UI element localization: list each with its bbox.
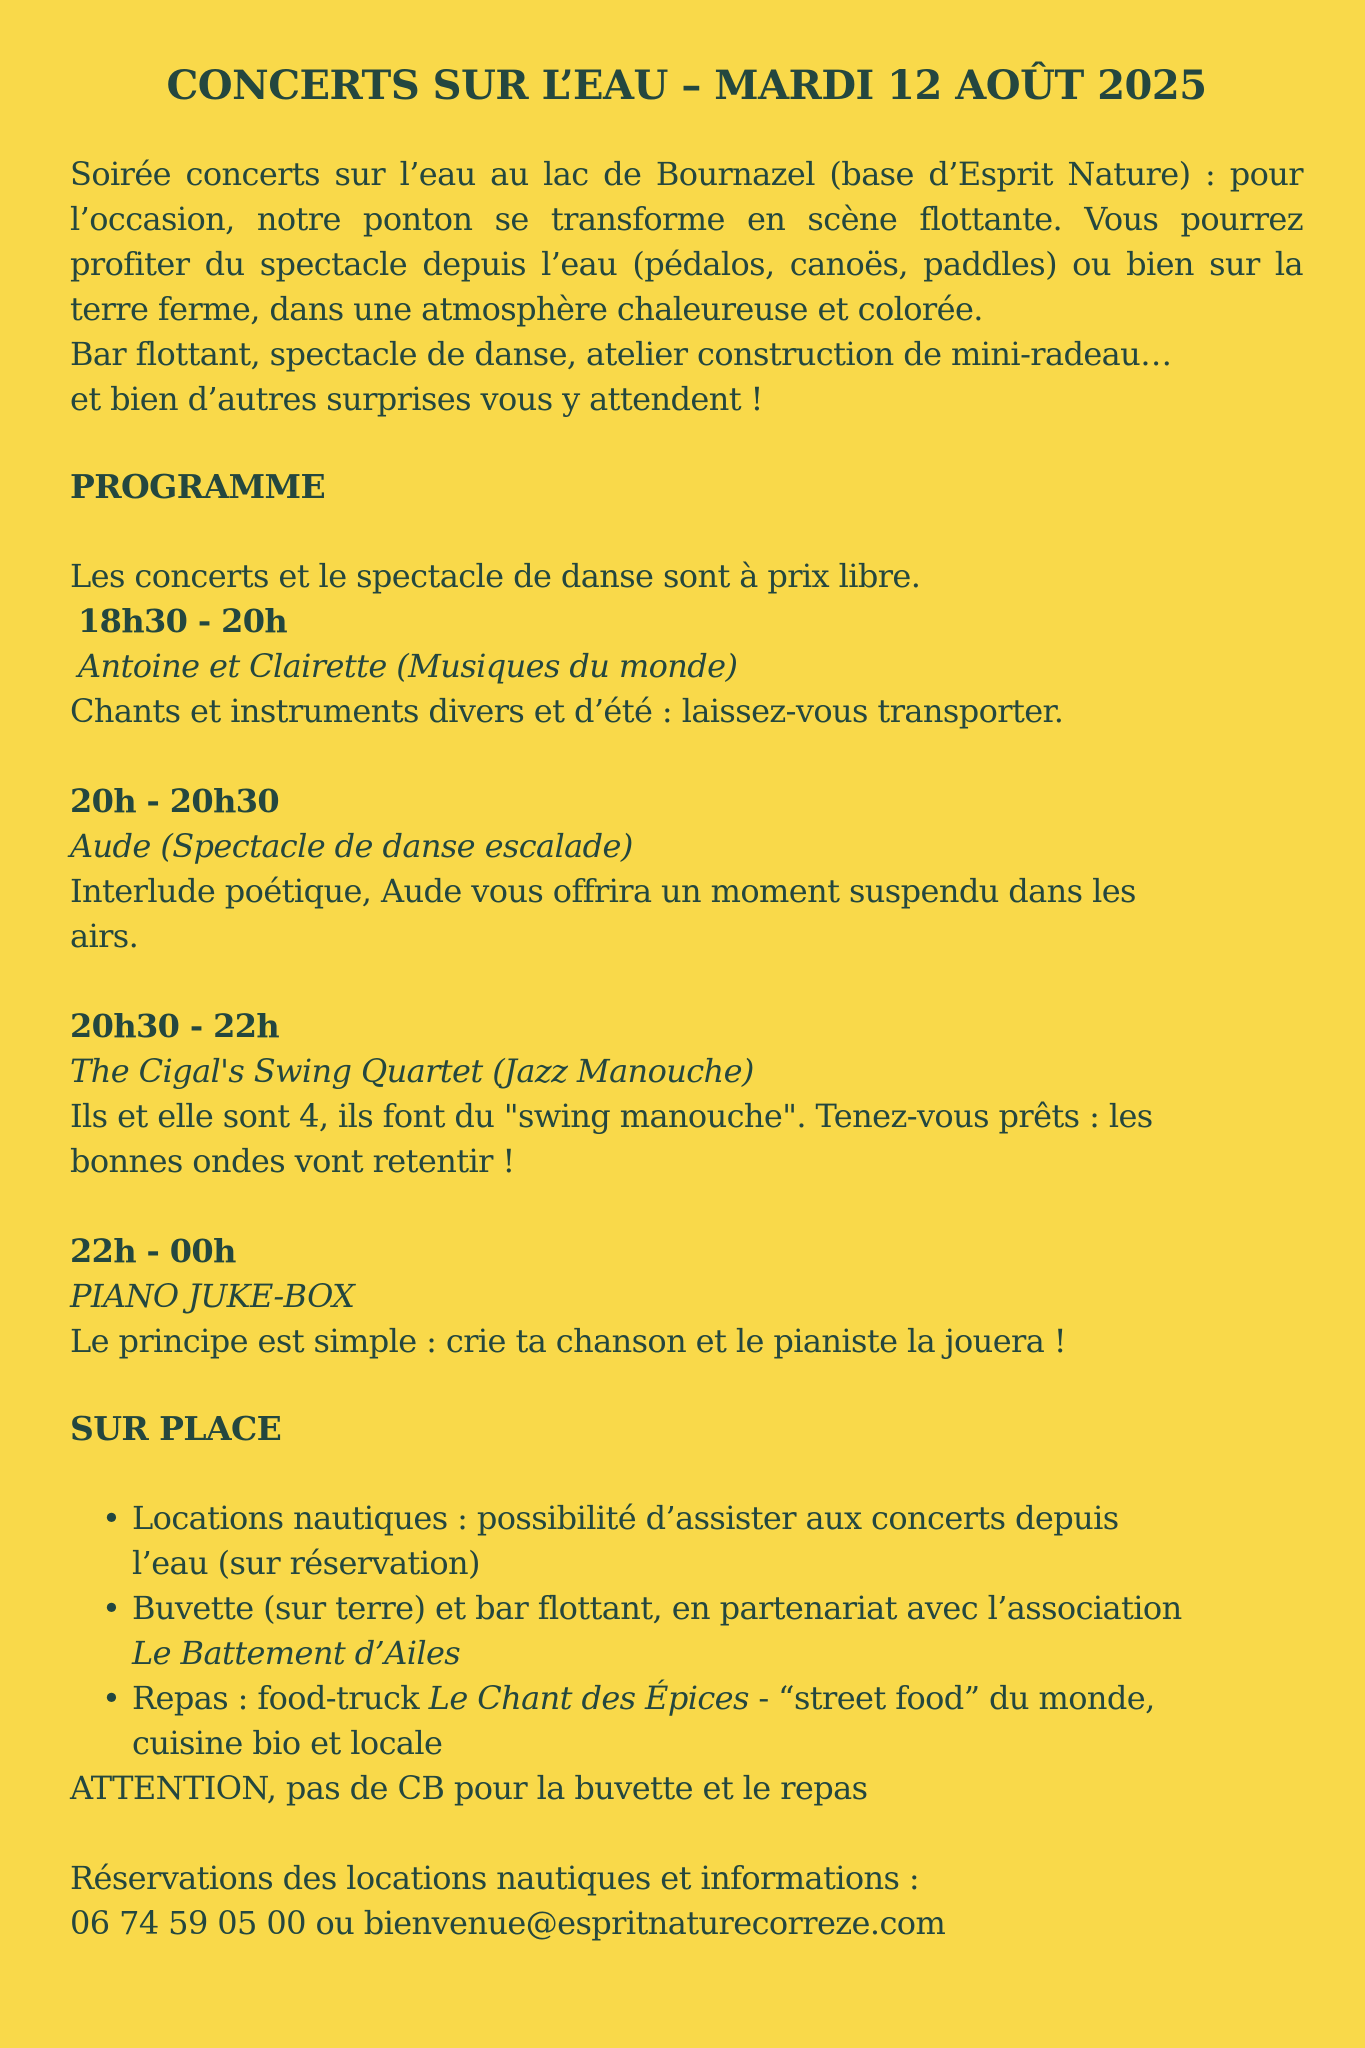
slot-description-line1: Interlude poétique, Aude vous offrira un moment suspendu dans les [70,872,1136,910]
item-text-line1: Buvette (sur terre) et bar flottant, en partenariat avec l’association [132,1589,1182,1627]
contact-details: 06 74 59 05 00 ou bienvenue@espritnaturecorreze.com [70,1904,946,1942]
contact-section [70,1856,1303,1946]
programme-slot [70,1229,1303,1364]
item-text-italic: Le Battement d’Ailes [132,1634,461,1672]
item-text-prefix: Repas : food-truck [132,1679,429,1717]
slot-time: 22h - 00h [70,1232,236,1270]
slot-description-line2: airs. [70,917,139,955]
bullet-icon: • [102,1679,121,1717]
slot-time: 18h30 - 20h [78,602,288,640]
slot-artist: Aude (Spectacle de danse escalade) [70,827,633,865]
list-item [102,1676,1303,1766]
sur-place-heading: SUR PLACE [70,1409,282,1448]
item-text-line1: Locations nautiques : possibilité d’assister aux concerts depuis [132,1499,1119,1537]
spacer [70,1451,1303,1496]
item-text-line2: cuisine bio et locale [132,1724,443,1762]
slot-description: Le principe est simple : crie ta chanson et le pianiste la jouera ! [70,1322,1067,1360]
slot-description: Chants et instruments divers et d’été : laissez-vous transporter. [70,692,1064,730]
contact-label: Réservations des locations nautiques et informations : [70,1859,920,1897]
intro-section [70,152,1303,422]
programme-section [70,464,1303,1364]
spacer [70,959,1303,1004]
spacer [70,1184,1303,1229]
programme-price-note: Les concerts et le spectacle de danse sont à prix libre. [70,557,921,595]
programme-heading: PROGRAMME [70,467,326,506]
item-text-line2: l’eau (sur réservation) [132,1544,480,1582]
spacer [70,422,1303,464]
list-item [102,1496,1303,1586]
programme-slot [70,779,1303,959]
spacer [70,734,1303,779]
slot-time: 20h30 - 22h [70,1007,280,1045]
slot-description-line2: bonnes ondes vont retentir ! [70,1142,515,1180]
programme-slot [70,1004,1303,1184]
slot-artist: PIANO JUKE-BOX [70,1277,355,1315]
programme-slot [70,599,1303,734]
slot-description-line1: Ils et elle sont 4, ils font du "swing manouche". Tenez-vous prêts : les [70,1097,1153,1135]
bullet-icon: • [102,1589,121,1627]
spacer [70,509,1303,554]
item-text-suffix: - “street food” du monde, [748,1679,1155,1717]
spacer [70,1364,1303,1406]
services-list [70,1496,1303,1766]
page-title: CONCERTS SUR L’EAU – MARDI 12 AOÛT 2025 [166,62,1207,109]
slot-time: 20h - 20h30 [70,782,280,820]
intro-paragraph: Soirée concerts sur l’eau au lac de Bournazel (base d’Esprit Nature) : pour l’occasion, notre ponton se transforme en scène flottante. Vous pourrez profiter du spectacle depuis l’eau (pédalos, canoës, paddles) ou bien sur la terre ferme, dans une atmosphère chaleureuse et colorée. [70,155,1303,328]
list-item [102,1586,1303,1676]
slot-artist: Antoine et Clairette (Musiques du monde) [78,647,738,685]
intro-activities-line: Bar flottant, spectacle de danse, atelier construction de mini-radeau… [70,335,1172,373]
slot-artist: The Cigal's Swing Quartet (Jazz Manouche) [70,1052,754,1090]
bullet-icon: • [102,1499,121,1537]
sur-place-section [70,1406,1303,1811]
item-text-italic: Le Chant des Épices [428,1679,749,1717]
attention-notice: ATTENTION, pas de CB pour la buvette et le repas [70,1769,868,1807]
intro-surprises-line: et bien d’autres surprises vous y attendent ! [70,380,763,418]
spacer [70,1811,1303,1856]
